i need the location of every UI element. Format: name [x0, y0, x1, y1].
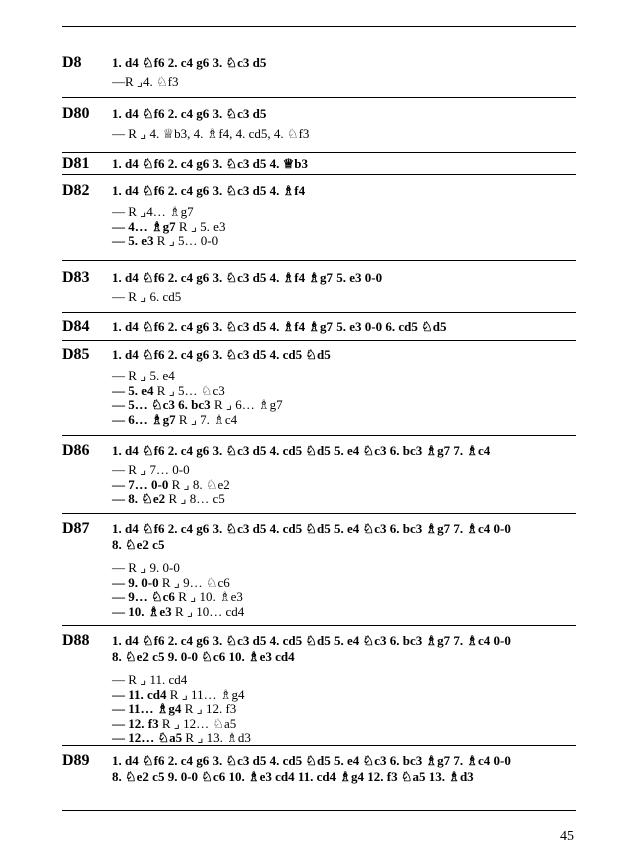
main-line — [112, 633, 511, 665]
horizontal-rule — [62, 810, 576, 811]
variation-text: R ⌟ 8. ♘e2 — [168, 476, 230, 492]
main-line — [112, 521, 511, 553]
variation-row — [112, 205, 225, 220]
variation-move: — 11. cd4 — [112, 686, 167, 702]
eco-code: D83 — [62, 269, 90, 286]
main-line-row: 1. d4 ♘f6 2. c4 g6 3. ♘c3 d5 4. ♕b3 — [112, 156, 309, 171]
variation-text: R ⌟ 7. ♗c4 — [175, 411, 238, 427]
main-line-row: 8. ♘e2 c5 — [112, 537, 165, 552]
variation-row — [112, 702, 251, 717]
variation-move: — 12. f3 — [112, 715, 159, 731]
variation-text: R ⌟ 6… ♗g7 — [210, 397, 283, 412]
variation-move: — 5… ♘c3 6. bc3 — [112, 397, 211, 412]
page-number: 45 — [560, 829, 574, 844]
variation-row — [112, 369, 283, 384]
variation-move: — 6… ♗g7 — [112, 411, 176, 427]
variation-row — [112, 398, 283, 413]
main-line-row: 1. d4 ♘f6 2. c4 g6 3. ♘c3 d5 4. cd5 ♘d5 — [112, 347, 331, 362]
variation-row — [112, 731, 251, 746]
variation-row — [112, 75, 179, 90]
main-line — [112, 183, 305, 199]
eco-code: D84 — [62, 318, 90, 335]
eco-code: D89 — [62, 752, 90, 769]
variation-list — [112, 290, 181, 305]
variation-text: R ⌟ 10… cd4 — [171, 603, 245, 619]
variation-text: — R ⌟ 4. ♕b3, 4. ♗f4, 4. cd5, 4. ♘f3 — [112, 126, 310, 141]
variation-row — [112, 478, 230, 493]
horizontal-rule — [62, 435, 576, 436]
variation-text: R ⌟ 12. f3 — [181, 701, 237, 716]
variation-text: R ⌟ 10. ♗e3 — [174, 589, 243, 604]
main-line-row: 1. d4 ♘f6 2. c4 g6 3. ♘c3 d5 4. ♗f4 — [112, 183, 306, 198]
variation-row — [112, 492, 230, 507]
variation-row — [112, 561, 244, 576]
variation-text: R ⌟ 9… ♘c6 — [158, 574, 230, 590]
variation-text: R ⌟ 13. ♗d3 — [182, 730, 251, 745]
variation-move: — 12… ♘a5 — [112, 730, 183, 745]
variation-move: — 4… ♗g7 — [112, 218, 176, 234]
variation-text: — R ⌟ 11. cd4 — [112, 672, 188, 687]
variation-row — [112, 590, 244, 605]
variation-text: — R ⌟4… ♗g7 — [112, 204, 194, 219]
main-line — [112, 753, 511, 785]
variation-row — [112, 384, 283, 399]
variation-row — [112, 413, 283, 428]
eco-code: D82 — [62, 182, 90, 199]
main-line — [112, 156, 308, 172]
horizontal-rule — [62, 625, 576, 626]
variation-list — [112, 205, 225, 249]
variation-row — [112, 463, 230, 478]
horizontal-rule — [62, 340, 576, 341]
horizontal-rule — [62, 312, 576, 313]
variation-move: — 7… 0-0 — [112, 476, 169, 492]
variation-text: — R ⌟ 7… 0-0 — [112, 462, 190, 477]
main-line-row: 1. d4 ♘f6 2. c4 g6 3. ♘c3 d5 4. ♗f4 ♗g7 5. e3 0-0 6. cd5 ♘d5 — [112, 319, 447, 334]
variation-text: —R ⌟4. ♘f3 — [112, 74, 179, 89]
variation-text: R ⌟ 8… c5 — [165, 491, 225, 506]
main-line — [112, 270, 382, 286]
horizontal-rule — [62, 513, 576, 514]
variation-text: R ⌟ 5. e3 — [175, 218, 226, 234]
variation-move: — 9… ♘c6 — [112, 589, 175, 604]
variation-row — [112, 220, 225, 235]
main-line-row: 1. d4 ♘f6 2. c4 g6 3. ♘c3 d5 — [112, 106, 267, 121]
main-line — [112, 443, 490, 459]
variation-list — [112, 561, 244, 619]
eco-code: D88 — [62, 632, 90, 649]
variation-move: — 9. 0-0 — [112, 574, 159, 590]
variation-text: — R ⌟ 5. e4 — [112, 368, 175, 383]
variation-row — [112, 717, 251, 732]
variation-row — [112, 576, 244, 591]
main-line — [112, 347, 331, 363]
main-line — [112, 319, 447, 335]
horizontal-rule — [62, 97, 576, 98]
variation-text: R ⌟ 5… 0-0 — [153, 233, 219, 248]
eco-code: D86 — [62, 442, 90, 459]
variation-move: — 8. ♘e2 — [112, 491, 166, 506]
main-line-row: 1. d4 ♘f6 2. c4 g6 3. ♘c3 d5 4. cd5 ♘d5 5. e4 ♘c3 6. bc3 ♗g7 7. ♗c4 0-0 — [112, 521, 511, 536]
eco-code: D8 — [62, 54, 82, 71]
variation-list — [112, 127, 309, 142]
variation-row — [112, 605, 244, 620]
main-line-row: 1. d4 ♘f6 2. c4 g6 3. ♘c3 d5 4. ♗f4 ♗g7 5. e3 0-0 — [112, 270, 383, 285]
variation-text: — R ⌟ 9. 0-0 — [112, 560, 180, 575]
variation-move: — 5. e3 — [112, 233, 154, 248]
horizontal-rule — [62, 260, 576, 261]
eco-code: D81 — [62, 155, 90, 172]
variation-list — [112, 463, 230, 507]
variation-move: — 11… ♗g4 — [112, 701, 182, 716]
horizontal-rule — [62, 174, 576, 175]
eco-code: D87 — [62, 520, 90, 537]
variation-text: R ⌟ 11… ♗g4 — [166, 686, 245, 702]
eco-code: D85 — [62, 346, 90, 363]
variation-text: R ⌟ 5… ♘c3 — [153, 382, 225, 398]
variation-row — [112, 127, 309, 142]
main-line-row: 1. d4 ♘f6 2. c4 g6 3. ♘c3 d5 4. cd5 ♘d5 5. e4 ♘c3 6. bc3 ♗g7 7. ♗c4 — [112, 443, 491, 458]
variation-text: R ⌟ 12… ♘a5 — [158, 715, 237, 731]
variation-move: — 5. e4 — [112, 382, 154, 398]
variation-row — [112, 673, 251, 688]
main-line-row: 1. d4 ♘f6 2. c4 g6 3. ♘c3 d5 — [112, 55, 267, 70]
horizontal-rule — [62, 26, 576, 27]
main-line-row: 8. ♘e2 c5 9. 0-0 ♘c6 10. ♗e3 cd4 — [112, 649, 295, 664]
variation-row — [112, 688, 251, 703]
variation-row — [112, 234, 225, 249]
main-line-row: 1. d4 ♘f6 2. c4 g6 3. ♘c3 d5 4. cd5 ♘d5 5. e4 ♘c3 6. bc3 ♗g7 7. ♗c4 0-0 — [112, 753, 511, 768]
variation-move: — 10. ♗e3 — [112, 603, 172, 619]
variation-text: — R ⌟ 6. cd5 — [112, 289, 182, 304]
variation-list — [112, 673, 251, 746]
main-line — [112, 55, 266, 71]
horizontal-rule — [62, 152, 576, 153]
variation-list — [112, 369, 283, 427]
variation-row — [112, 290, 181, 305]
main-line-row: 1. d4 ♘f6 2. c4 g6 3. ♘c3 d5 4. cd5 ♘d5 5. e4 ♘c3 6. bc3 ♗g7 7. ♗c4 0-0 — [112, 633, 511, 648]
main-line-row: 8. ♘e2 c5 9. 0-0 ♘c6 10. ♗e3 cd4 11. cd4 ♗g4 12. f3 ♘a5 13. ♗d3 — [112, 769, 474, 784]
eco-code: D80 — [62, 105, 90, 122]
variation-list — [112, 75, 179, 90]
main-line — [112, 106, 266, 122]
